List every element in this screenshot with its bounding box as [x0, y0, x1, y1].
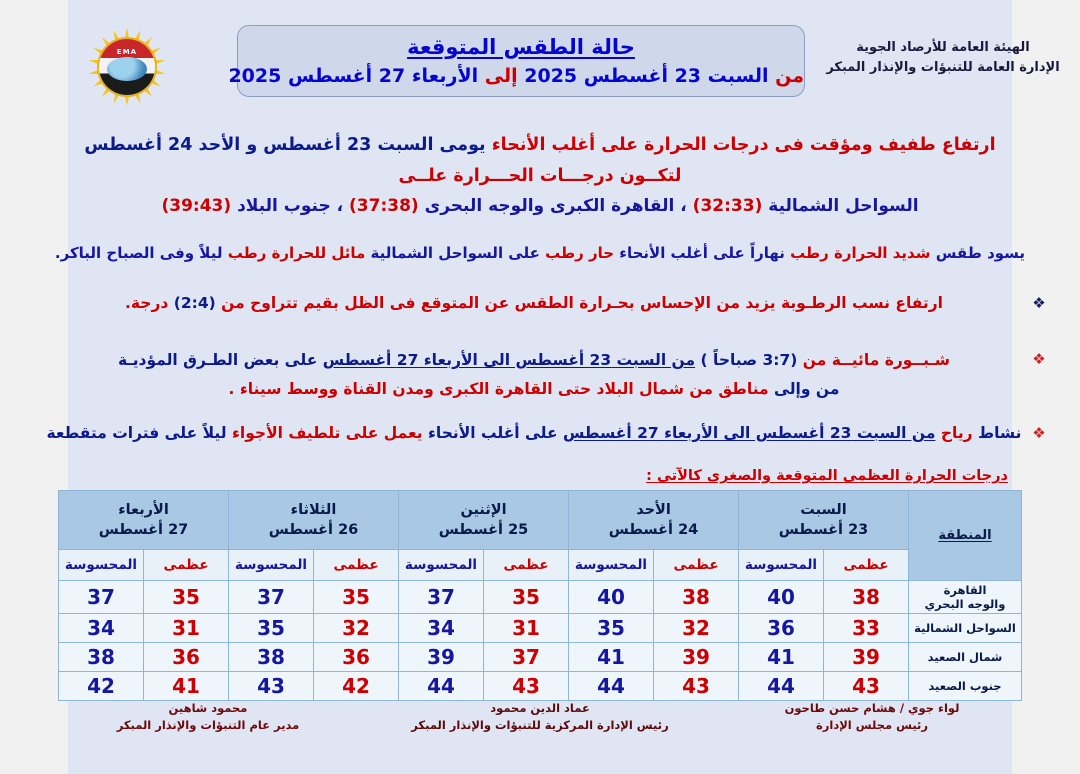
- day-date: 24 أغسطس: [608, 522, 699, 538]
- column-header-day-3: [229, 491, 399, 550]
- table-row: [59, 581, 1022, 614]
- table-header-subs: [59, 550, 1022, 581]
- range-sep-1: ، القاهرة الكبرى والوجه البحرى: [424, 196, 687, 216]
- temperature-ranges: [0, 192, 1080, 220]
- cell-max-1-3: 32: [314, 614, 399, 643]
- day-date: 25 أغسطس: [438, 522, 529, 538]
- cell-max-1-1: 32: [654, 614, 739, 643]
- signature-middle: [390, 700, 690, 734]
- cell-max-0-4: 35: [144, 581, 229, 614]
- table-caption: درجات الحرارة العظمى المتوقعة والصغرى كالآتى :: [646, 468, 1008, 484]
- cell-feel-2-2: 39: [399, 643, 484, 672]
- bullet2-a: شـبــورة مائيــة من: [802, 351, 950, 369]
- cell-feel-0-3: 37: [229, 581, 314, 614]
- subheader-max-1: عظمى: [654, 550, 739, 581]
- ema-logo-icon: [88, 28, 166, 106]
- bullet-wind-text: [42, 420, 1026, 446]
- subheader-feel-2: المحسوسة: [399, 550, 484, 581]
- cell-region-3: [909, 672, 1022, 701]
- bullet3-b: رياح: [940, 424, 973, 442]
- summary-headline: [0, 130, 1080, 192]
- humid-g: ليلاً وفى الصباح الباكر.: [54, 244, 223, 262]
- bullet3-e: يعمل على تلطيف الأجواء: [231, 424, 423, 442]
- bullet3-d: على أغلب الأنحاء: [427, 424, 558, 442]
- signature-right-name: محمود شاهين: [168, 701, 248, 715]
- cell-feel-2-4: 38: [59, 643, 144, 672]
- subheader-feel-1: المحسوسة: [569, 550, 654, 581]
- table-row: [59, 643, 1022, 672]
- cell-feel-0-2: 37: [399, 581, 484, 614]
- bullet2-f: مناطق من شمال البلاد حتى القاهرة الكبرى ومدن القناة ووسط سيناء .: [228, 380, 769, 398]
- cell-feel-3-3: 43: [229, 672, 314, 701]
- date-range-end: الأربعاء 27 أغسطس 2025: [228, 65, 479, 87]
- cell-max-1-4: 31: [144, 614, 229, 643]
- cell-max-3-1: 43: [654, 672, 739, 701]
- cell-max-0-0: 38: [824, 581, 909, 614]
- cell-max-3-2: 43: [484, 672, 569, 701]
- bullet2-line1: [42, 346, 1026, 375]
- cell-max-0-2: 35: [484, 581, 569, 614]
- subheader-feel-0: المحسوسة: [739, 550, 824, 581]
- page-title: حالة الطقس المتوقعة: [407, 35, 635, 59]
- day-name: الإثنين: [460, 502, 507, 518]
- bullet2-c: من السبت 23 أغسطس الى الأربعاء 27 أغسطس: [322, 351, 696, 369]
- cell-max-1-0: 33: [824, 614, 909, 643]
- cell-feel-1-4: 34: [59, 614, 144, 643]
- cell-feel-0-1: 40: [569, 581, 654, 614]
- cell-max-3-4: 41: [144, 672, 229, 701]
- day-date: 26 أغسطس: [268, 522, 359, 538]
- title-box: [228, 25, 805, 97]
- cell-feel-1-2: 34: [399, 614, 484, 643]
- bullet-item-humidity: [42, 290, 1052, 316]
- document-header: [0, 0, 1080, 112]
- signature-left-name: لواء جوي / هشام حسن طاحون: [784, 701, 960, 715]
- subheader-max-4: عظمى: [144, 550, 229, 581]
- cell-feel-0-4: 37: [59, 581, 144, 614]
- column-header-day-0: [739, 491, 909, 550]
- column-header-day-4: [59, 491, 229, 550]
- bullet-item-wind: [42, 420, 1052, 446]
- date-range-start: السبت 23 أغسطس 2025: [524, 65, 769, 87]
- date-range-from: من: [775, 65, 804, 87]
- cell-max-2-3: 36: [314, 643, 399, 672]
- signature-middle-title: رئيس الإدارة المركزية للتنبؤات والإنذار المبكر: [411, 718, 669, 732]
- cell-max-3-3: 42: [314, 672, 399, 701]
- table-header-days: [59, 491, 1022, 550]
- organization-block: [818, 38, 1068, 78]
- cell-max-1-2: 31: [484, 614, 569, 643]
- cell-feel-2-0: 41: [739, 643, 824, 672]
- organization-department: الإدارة العامة للتنبؤات والإنذار المبكر: [826, 60, 1060, 75]
- bullet1-b: (2:4): [173, 294, 216, 312]
- range-sep-2: ، جنوب البلاد: [237, 196, 344, 216]
- signature-left: [722, 700, 1022, 734]
- cell-region-2: [909, 643, 1022, 672]
- day-name: السبت: [800, 502, 847, 518]
- bullet2-b: (3:7 صباحاً ): [700, 351, 798, 369]
- bullet-fog-text: [42, 346, 1026, 404]
- cell-region-1: [909, 614, 1022, 643]
- region-line1: القاهرة: [943, 583, 987, 597]
- cell-feel-1-0: 36: [739, 614, 824, 643]
- humid-c: نهاراً على أغلب الأنحاء: [619, 244, 785, 262]
- cell-feel-1-3: 35: [229, 614, 314, 643]
- region-line2: والوجه البحري: [924, 597, 1006, 611]
- region-line1: شمال الصعيد: [927, 650, 1003, 664]
- day-name: الأحد: [636, 502, 671, 518]
- subheader-max-2: عظمى: [484, 550, 569, 581]
- cell-feel-1-1: 35: [569, 614, 654, 643]
- day-name: الأربعاء: [118, 502, 169, 518]
- cell-max-2-0: 39: [824, 643, 909, 672]
- day-date: 27 أغسطس: [98, 522, 189, 538]
- humid-b: شديد الحرارة رطب: [790, 244, 931, 262]
- summary-line1-a: ارتفاع طفيف ومؤقت فى درجات الحرارة على أغلب الأنحاء: [491, 135, 996, 155]
- bullet2-e: من وإلى: [774, 380, 840, 398]
- cell-feel-3-2: 44: [399, 672, 484, 701]
- subheader-feel-4: المحسوسة: [59, 550, 144, 581]
- ema-logo-text: EMA: [116, 48, 138, 56]
- signature-right-title: مدير عام التنبؤات والإنذار المبكر: [116, 718, 300, 732]
- cell-max-0-3: 35: [314, 581, 399, 614]
- cell-feel-3-0: 44: [739, 672, 824, 701]
- table-row: [59, 672, 1022, 701]
- signature-middle-name: عماد الدين محمود: [490, 701, 590, 715]
- summary-line1-b: يومى السبت 23 أغسطس و الأحد 24 أغسطس: [84, 135, 486, 155]
- cell-max-3-0: 43: [824, 672, 909, 701]
- humid-d: حار رطب: [545, 244, 615, 262]
- table-row: [59, 614, 1022, 643]
- cell-region-0: [909, 581, 1022, 614]
- signature-right: [58, 700, 358, 734]
- bullet2-d: على بعض الطـرق المؤديـة: [118, 351, 318, 369]
- bullet3-a: نشاط: [977, 424, 1022, 442]
- subheader-max-0: عظمى: [824, 550, 909, 581]
- cell-max-2-4: 36: [144, 643, 229, 672]
- diamond-bullet-icon: ❖: [1032, 424, 1046, 442]
- cell-max-0-1: 38: [654, 581, 739, 614]
- range-value-cairo-delta: (37:38): [349, 196, 419, 216]
- humid-e: على السواحل الشمالية: [370, 244, 540, 262]
- subheader-feel-3: المحسوسة: [229, 550, 314, 581]
- cell-max-2-1: 39: [654, 643, 739, 672]
- range-value-north-coast: (32:33): [692, 196, 763, 216]
- date-range: [228, 61, 804, 91]
- column-header-region: المنطقة: [909, 491, 1022, 581]
- day-name: الثلاثاء: [290, 502, 337, 518]
- cell-max-2-2: 37: [484, 643, 569, 672]
- cell-feel-3-1: 44: [569, 672, 654, 701]
- cell-feel-2-1: 41: [569, 643, 654, 672]
- bullet3-f: ليلاً على فترات متقطعة: [46, 424, 227, 442]
- day-date: 23 أغسطس: [778, 522, 869, 538]
- region-line1: السواحل الشمالية: [914, 621, 1016, 635]
- region-line1: جنوب الصعيد: [928, 679, 1002, 693]
- range-region-north-coast: السواحل الشمالية: [768, 196, 919, 216]
- column-header-day-1: [569, 491, 739, 550]
- subheader-max-3: عظمى: [314, 550, 399, 581]
- cell-feel-2-3: 38: [229, 643, 314, 672]
- range-value-south: (39:43): [161, 196, 232, 216]
- bullet1-c: درجة.: [125, 294, 169, 312]
- date-range-to: إلى: [484, 65, 518, 87]
- humid-f: مائل للحرارة رطب: [227, 244, 366, 262]
- column-header-day-2: [399, 491, 569, 550]
- bullet2-line2: [42, 375, 1026, 404]
- humid-a: يسود طقس: [935, 244, 1026, 262]
- diamond-bullet-icon: ❖: [1032, 350, 1046, 368]
- cell-feel-3-4: 42: [59, 672, 144, 701]
- organization-name: الهيئة العامة للأرصاد الجوية: [856, 40, 1030, 55]
- forecast-table: [58, 490, 1022, 701]
- summary-line2: لتكــون درجـــات الحـــرارة علــى: [398, 166, 682, 186]
- signature-left-title: رئيس مجلس الإدارة: [815, 718, 928, 732]
- cell-feel-0-0: 40: [739, 581, 824, 614]
- bullet1-a: ارتفاع نسب الرطـوبة يزيد من الإحساس بحـرارة الطقس عن المتوقع فى الظل بقيم تتراوح من: [221, 294, 943, 312]
- bullet3-c: من السبت 23 أغسطس الى الأربعاء 27 أغسطس: [563, 424, 936, 442]
- humidity-description: [0, 240, 1080, 266]
- bullet-humidity-text: [42, 290, 1026, 316]
- document-footer: [58, 700, 1022, 734]
- bullet-item-fog: [42, 346, 1052, 404]
- table-body: [59, 581, 1022, 701]
- diamond-bullet-icon: ❖: [1032, 294, 1046, 312]
